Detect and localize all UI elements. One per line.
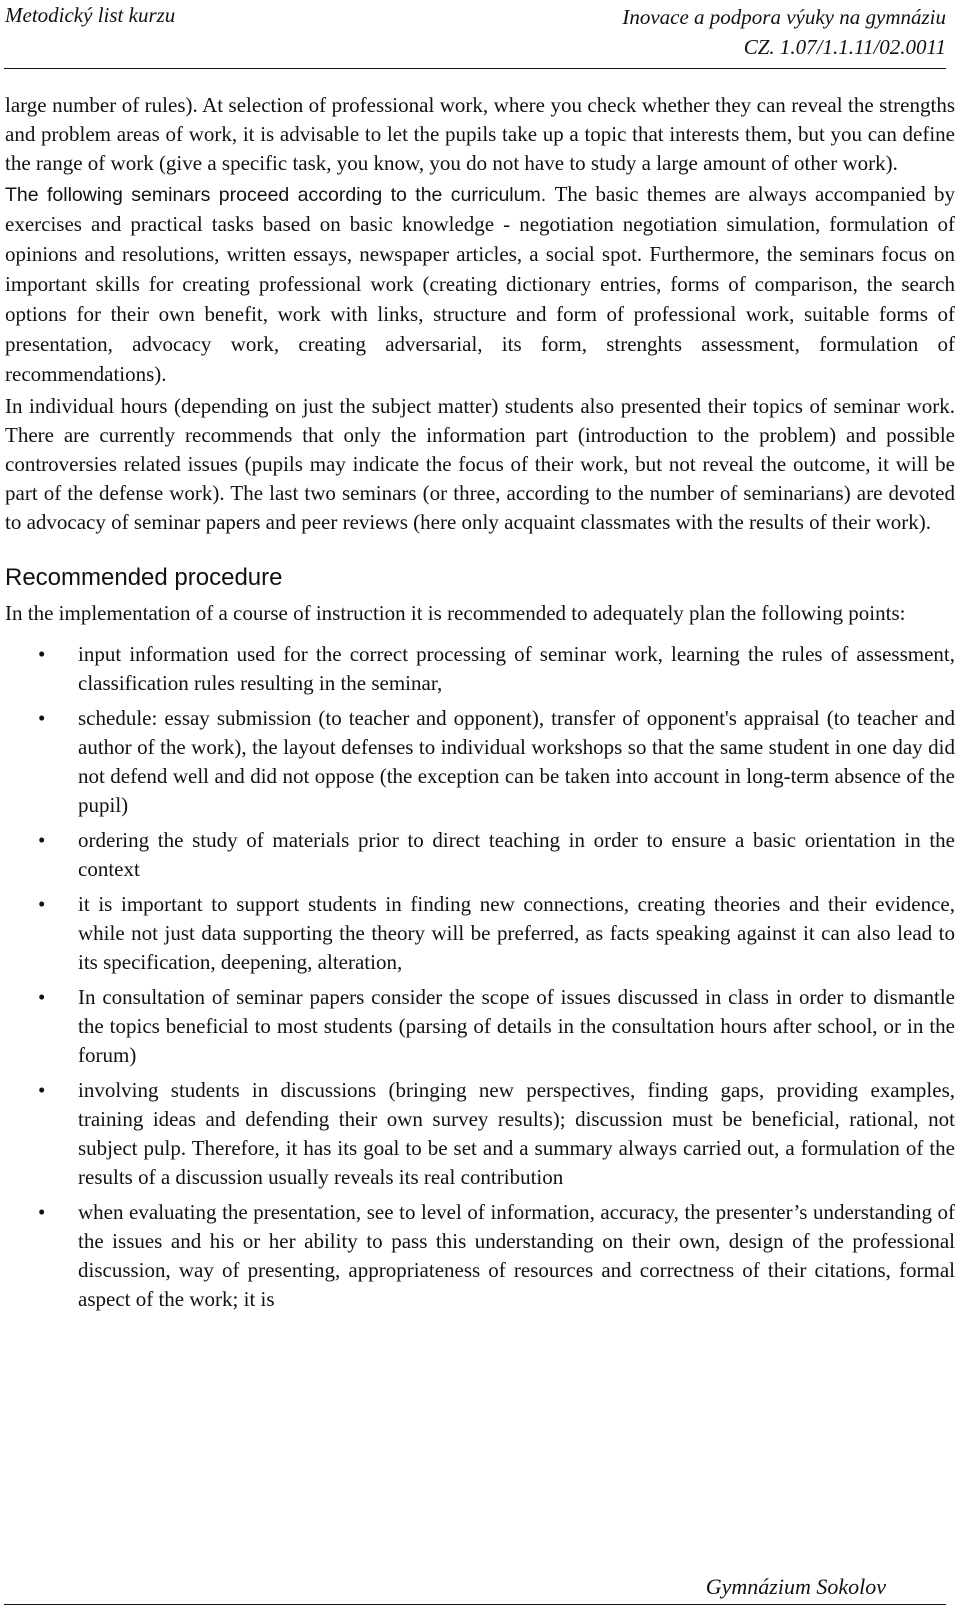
paragraph-rules: large number of rules). At selection of professional work, where you check whether they can reveal the strengths and problem areas of work, it is advisable to let the pupils take up a topic that interests them, but you can define the range of work (give a specific task, you know, you do not have to study a large amount of other work). [5,93,955,175]
header-course-title: Metodický list kurzu [5,3,176,27]
page-header [0,0,960,80]
list-item-text: it is important to support students in finding new connections, creating theories and their evidence, while not just data supporting the theory will be preferred, as facts speaking against it can also lead to its specification, deepening, alteration, [78,892,955,974]
list-item [5,890,955,977]
bullet-icon: • [38,828,46,852]
footer-divider [4,1604,946,1605]
list-item [5,704,955,820]
header-divider [4,68,946,69]
bullet-icon: • [38,985,46,1009]
paragraph-seminars-intro [5,180,955,390]
paragraph-seminars-lead: The following seminars proceed according to the curriculum. [5,184,547,206]
bullet-icon: • [38,892,46,916]
bullet-icon: • [38,706,46,730]
footer-school-name: Gymnázium Sokolov [705,1574,886,1599]
bullet-icon: • [38,642,46,666]
list-item [5,640,955,698]
section-heading: Recommended procedure [5,564,283,591]
document-body [5,91,955,1320]
paragraph-seminars-themes: The basic themes are always accompanied by exercises and practical tasks based on basic knowledge - negotiation negotiation simulation, formulation of opinions and resolutions, written essays, newspaper articles, a social spot. Furthermore, the seminars focus on important skills for creating professional work (creating dictionary entries, forms of comparison, the search options for their own benefit, work with links, structure and form of professional work, suitable forms of presentation, advocacy work, creating adversarial, its form, strenghts assessment, formulation of recommendations). [5,182,955,386]
header-project [622,2,946,62]
procedure-list [5,640,955,1314]
list-item-text: when evaluating the presentation, see to level of information, accuracy, the presenter’s understanding of the issues and his or her ability to pass this understanding on their own, design of the professional discussion, way of presenting, appropriateness of resources and correctness of their citations, formal aspect of the work; it is [78,1200,955,1311]
header-project-code: CZ. 1.07/1.1.11/02.0011 [743,35,946,59]
bullet-icon: • [38,1200,46,1224]
list-item [5,826,955,884]
list-item [5,1076,955,1192]
list-item-text: In consultation of seminar papers consider the scope of issues discussed in class in order to dismantle the topics beneficial to most students (parsing of details in the consultation hours after school, or in the forum) [78,985,955,1067]
section-intro: In the implementation of a course of instruction it is recommended to adequately plan the following points: [5,601,906,625]
list-item [5,1198,955,1314]
list-item-text: involving students in discussions (bringing new perspectives, finding gaps, providing examples, training ideas and defending their own survey results); discussion must be beneficial, rational, not subject pulp. Therefore, it has its goal to be set and a summary always carried out, a formulation of the results of a discussion usually reveals its real contribution [78,1078,955,1189]
bullet-icon: • [38,1078,46,1102]
paragraph-individual-hours: In individual hours (depending on just the subject matter) students also presented their topics of seminar work. There are currently recommends that only the information part (introduction to the problem) and possible controversies related issues (pupils may indicate the focus of their work, but not reveal the outcome, it will be part of the defense work). The last two seminars (or three, according to the number of seminarians) are devoted to advocacy of seminar papers and peer reviews (here only acquaint classmates with the results of their work). [5,394,955,534]
header-project-name: Inovace a podpora výuky na gymnáziu [622,5,946,29]
list-item-text: schedule: essay submission (to teacher and opponent), transfer of opponent's appraisal (to teacher and author of the work), the layout defenses to individual workshops so that the same student in one day did not defend well and did not oppose (the exception can be taken into account in long-term absence of the pupil) [78,706,955,817]
list-item-text: ordering the study of materials prior to direct teaching in order to ensure a basic orientation in the context [78,828,955,881]
list-item-text: input information used for the correct processing of seminar work, learning the rules of assessment, classification rules resulting in the seminar, [78,642,955,695]
list-item [5,983,955,1070]
